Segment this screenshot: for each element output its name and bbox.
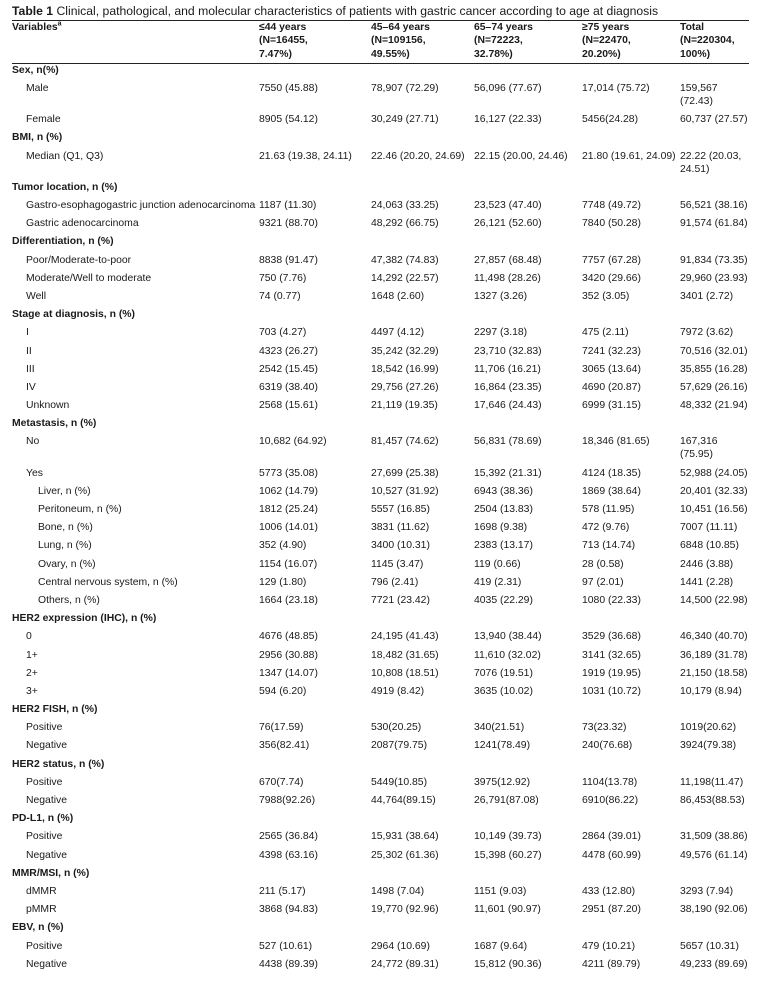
cell-col-1: 1154 (16.07) (259, 558, 318, 570)
cell-col-1: 352 (4.90) (259, 540, 307, 552)
row-label: Negative (26, 849, 68, 861)
row-label: Positive (26, 940, 63, 952)
cell-col-2: 18,542 (16.99) (371, 363, 439, 375)
cell-col-1: 129 (1.80) (259, 576, 307, 588)
section-label: HER2 expression (IHC), n (%) (12, 613, 157, 625)
cell-col-4: 1080 (22.33) (582, 594, 641, 606)
cell-col-3: 11,706 (16.21) (474, 363, 541, 375)
cell-col-4: 475 (2.11) (582, 327, 629, 339)
cell-col-4: 6999 (31.15) (582, 400, 641, 412)
table-row (12, 794, 749, 812)
table-row (12, 576, 749, 594)
cell-col-3: 119 (0.66) (474, 558, 521, 570)
cell-col-5: 2446 (3.88) (680, 558, 734, 570)
cell-col-2: 29,756 (27.26) (371, 381, 439, 393)
cell-col-5: 22.22 (20.03, 24.51) (680, 150, 742, 175)
cell-col-1: 750 (7.76) (259, 272, 307, 284)
table-caption-text: Clinical, pathological, and molecular characteristics of patients with gastric cancer according to age at diagnosis (56, 4, 659, 18)
cell-col-4: 1104(13.78) (582, 776, 638, 788)
cell-col-1: 10,682 (64.92) (259, 436, 327, 448)
section-header-row (12, 812, 749, 830)
cell-col-2: 10,808 (18.51) (371, 667, 439, 679)
cell-col-2: 78,907 (72.29) (371, 83, 439, 95)
cell-col-5: 6848 (10.85) (680, 540, 739, 552)
characteristics-table (12, 21, 749, 976)
cell-col-3: 2297 (3.18) (474, 327, 528, 339)
cell-col-5: 57,629 (26.16) (680, 381, 748, 393)
cell-col-4: 3420 (29.66) (582, 272, 641, 284)
cell-col-4: 73(23.32) (582, 722, 627, 734)
cell-col-4: 17,014 (75.72) (582, 83, 650, 95)
row-label: Well (26, 290, 47, 302)
row-label: Male (26, 83, 49, 95)
cell-col-5: 56,521 (38.16) (680, 200, 748, 212)
cell-col-4: 352 (3.05) (582, 290, 630, 302)
row-label: Positive (26, 831, 63, 843)
cell-col-3: 1151 (9.03) (474, 885, 527, 897)
cell-col-1: 703 (4.27) (259, 327, 307, 339)
row-label: 1+ (26, 649, 38, 661)
section-header-row (12, 235, 749, 253)
cell-col-1: 1347 (14.07) (259, 667, 318, 679)
cell-col-2: 30,249 (27.71) (371, 114, 439, 126)
row-label: 3+ (26, 685, 38, 697)
cell-col-3: 15,392 (21.31) (474, 467, 542, 479)
cell-col-2: 81,457 (74.62) (371, 436, 439, 448)
cell-col-5: 5657 (10.31) (680, 940, 739, 952)
section-header-row (12, 703, 749, 721)
cell-col-4: 578 (11.95) (582, 504, 635, 516)
cell-col-5: 48,332 (21.94) (680, 400, 748, 412)
cell-col-5: 1019(20.62) (680, 722, 737, 734)
cell-col-4: 6910(86.22) (582, 795, 639, 807)
cell-col-3: 1327 (3.26) (474, 290, 528, 302)
cell-col-4: 7241 (32.23) (582, 345, 641, 357)
row-label: Moderate/Well to moderate (26, 272, 152, 284)
row-label: Positive (26, 776, 63, 788)
cell-col-5: 10,451 (16.56) (680, 504, 748, 516)
cell-col-5: 35,855 (16.28) (680, 363, 748, 375)
cell-col-2: 796 (2.41) (371, 576, 419, 588)
cell-col-1: 21.63 (19.38, 24.11) (259, 150, 352, 162)
cell-col-1: 356(82.41) (259, 740, 310, 752)
section-label: Metastasis, n (%) (12, 418, 97, 430)
table-row (12, 776, 749, 794)
cell-col-2: 35,242 (32.29) (371, 345, 439, 357)
header-col-1: ≤44 years (N=16455, 7.47%) (259, 22, 308, 60)
cell-col-2: 530(20.25) (371, 722, 422, 734)
row-label: 0 (26, 631, 32, 643)
table-row (12, 254, 749, 272)
cell-col-1: 2542 (15.45) (259, 363, 318, 375)
cell-col-1: 1664 (23.18) (259, 594, 318, 606)
cell-col-4: 4124 (18.35) (582, 467, 641, 479)
cell-col-5: 10,179 (8.94) (680, 685, 742, 697)
cell-col-4: 5456(24.28) (582, 114, 639, 126)
row-label: Yes (26, 467, 43, 479)
cell-col-5: 49,576 (61.14) (680, 849, 748, 861)
cell-col-2: 22.46 (20.20, 24.69) (371, 150, 465, 162)
row-label: Others, n (%) (38, 594, 100, 606)
cell-col-5: 46,340 (40.70) (680, 631, 748, 643)
section-header-row (12, 131, 749, 149)
table-row (12, 885, 749, 903)
cell-col-2: 25,302 (61.36) (371, 849, 439, 861)
cell-col-4: 21.80 (19.61, 24.09) (582, 150, 676, 162)
cell-col-1: 4323 (26.27) (259, 345, 318, 357)
cell-col-5: 3401 (2.72) (680, 290, 734, 302)
section-label: HER2 FISH, n (%) (12, 704, 98, 716)
section-header-row (12, 64, 749, 82)
cell-col-3: 23,710 (32.83) (474, 345, 542, 357)
header-col-5: Total (N=220304, 100%) (680, 22, 735, 60)
row-label: II (26, 345, 32, 357)
table-caption (12, 3, 749, 19)
cell-col-1: 1812 (25.24) (259, 504, 318, 516)
table-row (12, 739, 749, 757)
table-row (12, 721, 749, 739)
cell-col-5: 91,574 (61.84) (680, 218, 748, 230)
row-label: IV (26, 381, 36, 393)
row-label: Central nervous system, n (%) (38, 576, 178, 588)
section-header-row (12, 612, 749, 630)
header-col-3: 65–74 years (N=72223, 32.78%) (474, 22, 533, 60)
cell-col-2: 27,699 (25.38) (371, 467, 439, 479)
row-label: No (26, 436, 40, 448)
cell-col-3: 10,149 (39.73) (474, 831, 542, 843)
cell-col-1: 2565 (36.84) (259, 831, 318, 843)
row-label: Liver, n (%) (38, 485, 91, 497)
cell-col-2: 2964 (10.69) (371, 940, 430, 952)
section-label: Tumor location, n (%) (12, 181, 118, 193)
row-label: Bone, n (%) (38, 522, 93, 534)
table-row (12, 649, 749, 667)
table-body (12, 64, 749, 976)
cell-col-2: 1498 (7.04) (371, 885, 425, 897)
row-label: III (26, 363, 35, 375)
cell-col-5: 60,737 (27.57) (680, 114, 748, 126)
header-col-2: 45–64 years (N=109156, 49.55%) (371, 22, 430, 60)
cell-col-5: 7007 (11.11) (680, 522, 738, 534)
cell-col-2: 5449(10.85) (371, 776, 428, 788)
table-row (12, 272, 749, 290)
cell-col-3: 11,601 (90.97) (474, 904, 541, 916)
row-label: Median (Q1, Q3) (26, 150, 104, 162)
cell-col-1: 1062 (14.79) (259, 485, 318, 497)
cell-col-1: 8905 (54.12) (259, 114, 318, 126)
cell-col-2: 14,292 (22.57) (371, 272, 439, 284)
cell-col-4: 7748 (49.72) (582, 200, 641, 212)
cell-col-1: 2568 (15.61) (259, 400, 318, 412)
section-header-row (12, 417, 749, 435)
row-label: Poor/Moderate-to-poor (26, 254, 132, 266)
cell-col-1: 670(7.74) (259, 776, 304, 788)
cell-col-3: 3975(12.92) (474, 776, 531, 788)
table-row (12, 685, 749, 703)
row-label: Positive (26, 722, 63, 734)
cell-col-4: 1919 (19.95) (582, 667, 641, 679)
cell-col-3: 26,121 (52.60) (474, 218, 542, 230)
cell-col-5: 91,834 (73.35) (680, 254, 748, 266)
cell-col-3: 2383 (13.17) (474, 540, 533, 552)
cell-col-3: 1687 (9.64) (474, 940, 528, 952)
cell-col-5: 20,401 (32.33) (680, 485, 748, 497)
cell-col-1: 1006 (14.01) (259, 522, 318, 534)
cell-col-4: 472 (9.76) (582, 522, 630, 534)
table-row (12, 150, 749, 181)
cell-col-5: 31,509 (38.86) (680, 831, 748, 843)
table-row (12, 363, 749, 381)
cell-col-5: 29,960 (23.93) (680, 272, 748, 284)
row-label: dMMR (26, 885, 57, 897)
cell-col-2: 19,770 (92.96) (371, 904, 439, 916)
table-row (12, 667, 749, 685)
cell-col-4: 7757 (67.28) (582, 254, 641, 266)
cell-col-3: 6943 (38.36) (474, 485, 533, 497)
cell-col-3: 11,610 (32.02) (474, 649, 541, 661)
cell-col-1: 4676 (48.85) (259, 631, 318, 643)
row-label: Ovary, n (%) (38, 558, 96, 570)
cell-col-5: 11,198(11.47) (680, 776, 744, 788)
cell-col-2: 3831 (11.62) (371, 522, 430, 534)
row-label: pMMR (26, 904, 57, 916)
section-header-row (12, 758, 749, 776)
cell-col-4: 4690 (20.87) (582, 381, 641, 393)
cell-col-4: 2951 (87.20) (582, 904, 641, 916)
cell-col-1: 2956 (30.88) (259, 649, 318, 661)
cell-col-1: 9321 (88.70) (259, 218, 318, 230)
cell-col-5: 49,233 (89.69) (680, 958, 748, 970)
cell-col-3: 17,646 (24.43) (474, 400, 542, 412)
cell-col-3: 15,812 (90.36) (474, 958, 542, 970)
cell-col-4: 4211 (89.79) (582, 958, 641, 970)
cell-col-2: 7721 (23.42) (371, 594, 430, 606)
table-row (12, 958, 749, 976)
cell-col-4: 713 (14.74) (582, 540, 636, 552)
table-row (12, 830, 749, 848)
cell-col-5: 52,988 (24.05) (680, 467, 748, 479)
cell-col-2: 5557 (16.85) (371, 504, 430, 516)
cell-col-3: 56,096 (77.67) (474, 83, 542, 95)
row-label: Unknown (26, 400, 70, 412)
section-label: EBV, n (%) (12, 922, 64, 934)
cell-col-5: 14,500 (22.98) (680, 594, 748, 606)
cell-col-1: 1187 (11.30) (259, 200, 317, 212)
cell-col-3: 16,864 (23.35) (474, 381, 542, 393)
section-header-row (12, 867, 749, 885)
cell-col-4: 479 (10.21) (582, 940, 636, 952)
cell-col-1: 4438 (89.39) (259, 958, 318, 970)
cell-col-5: 1441 (2.28) (680, 576, 734, 588)
cell-col-2: 4919 (8.42) (371, 685, 425, 697)
cell-col-2: 3400 (10.31) (371, 540, 430, 552)
cell-col-1: 594 (6.20) (259, 685, 307, 697)
cell-col-1: 3868 (94.83) (259, 904, 318, 916)
cell-col-1: 211 (5.17) (259, 885, 306, 897)
cell-col-1: 527 (10.61) (259, 940, 313, 952)
table-row (12, 435, 749, 466)
cell-col-2: 1648 (2.60) (371, 290, 425, 302)
table-row (12, 630, 749, 648)
table-row (12, 558, 749, 576)
cell-col-1: 5773 (35.08) (259, 467, 318, 479)
section-header-row (12, 921, 749, 939)
row-label: Gastric adenocarcinoma (26, 218, 139, 230)
cell-col-2: 24,772 (89.31) (371, 958, 439, 970)
table-row (12, 113, 749, 131)
cell-col-4: 97 (2.01) (582, 576, 624, 588)
table-row (12, 326, 749, 344)
cell-col-3: 1698 (9.38) (474, 522, 528, 534)
cell-col-3: 26,791(87.08) (474, 795, 539, 807)
cell-col-5: 3293 (7.94) (680, 885, 734, 897)
table-row (12, 503, 749, 521)
cell-col-5: 36,189 (31.78) (680, 649, 748, 661)
table-row (12, 903, 749, 921)
section-label: PD-L1, n (%) (12, 813, 74, 825)
header-col-4: ≥75 years (N=22470, 20.20%) (582, 22, 631, 60)
cell-col-3: 2504 (13.83) (474, 504, 533, 516)
table-row (12, 82, 749, 113)
cell-col-3: 22.15 (20.00, 24.46) (474, 150, 568, 162)
table-row (12, 849, 749, 867)
section-label: HER2 status, n (%) (12, 758, 105, 770)
row-label: 2+ (26, 667, 38, 679)
section-label: Stage at diagnosis, n (%) (12, 309, 135, 321)
row-label: Gastro-esophagogastric junction adenocarcinoma (26, 200, 256, 212)
cell-col-3: 27,857 (68.48) (474, 254, 542, 266)
cell-col-4: 7840 (50.28) (582, 218, 641, 230)
cell-col-3: 419 (2.31) (474, 576, 522, 588)
cell-col-3: 56,831 (78.69) (474, 436, 542, 448)
cell-col-3: 3635 (10.02) (474, 685, 533, 697)
cell-col-2: 47,382 (74.83) (371, 254, 439, 266)
section-label: Sex, n(%) (12, 64, 59, 76)
section-header-row (12, 181, 749, 199)
cell-col-3: 7076 (19.51) (474, 667, 533, 679)
table-row (12, 485, 749, 503)
cell-col-1: 7988(92.26) (259, 795, 316, 807)
cell-col-2: 48,292 (66.75) (371, 218, 439, 230)
cell-col-2: 15,931 (38.64) (371, 831, 439, 843)
table-row (12, 381, 749, 399)
cell-col-3: 340(21.51) (474, 722, 525, 734)
row-label: Negative (26, 795, 68, 807)
table-row (12, 345, 749, 363)
cell-col-1: 4398 (63.16) (259, 849, 318, 861)
cell-col-5: 159,567 (72.43) (680, 83, 718, 108)
cell-col-4: 1031 (10.72) (582, 685, 641, 697)
table-row (12, 594, 749, 612)
section-header-row (12, 308, 749, 326)
cell-col-1: 7550 (45.88) (259, 83, 318, 95)
section-label: Differentiation, n (%) (12, 236, 114, 248)
cell-col-1: 74 (0.77) (259, 290, 301, 302)
row-label: Peritoneum, n (%) (38, 504, 122, 516)
table-row (12, 539, 749, 557)
cell-col-4: 28 (0.58) (582, 558, 624, 570)
cell-col-2: 24,063 (33.25) (371, 200, 439, 212)
table-row (12, 290, 749, 308)
cell-col-2: 21,119 (19.35) (371, 400, 438, 412)
cell-col-5: 86,453(88.53) (680, 795, 745, 807)
cell-col-2: 24,195 (41.43) (371, 631, 439, 643)
cell-col-1: 6319 (38.40) (259, 381, 318, 393)
table-caption-label: Table 1 (12, 4, 54, 18)
cell-col-3: 1241(78.49) (474, 740, 531, 752)
cell-col-5: 38,190 (92.06) (680, 904, 748, 916)
cell-col-3: 4035 (22.29) (474, 594, 533, 606)
section-label: MMR/MSI, n (%) (12, 867, 90, 879)
cell-col-4: 4478 (60.99) (582, 849, 641, 861)
table-row (12, 521, 749, 539)
cell-col-4: 3141 (32.65) (582, 649, 641, 661)
cell-col-4: 1869 (38.64) (582, 485, 641, 497)
cell-col-2: 4497 (4.12) (371, 327, 425, 339)
cell-col-1: 8838 (91.47) (259, 254, 318, 266)
table-row (12, 217, 749, 235)
row-label: Lung, n (%) (38, 540, 92, 552)
cell-col-5: 7972 (3.62) (680, 327, 734, 339)
row-label: Negative (26, 958, 68, 970)
cell-col-4: 3065 (13.64) (582, 363, 641, 375)
cell-col-4: 18,346 (81.65) (582, 436, 650, 448)
cell-col-3: 15,398 (60.27) (474, 849, 542, 861)
cell-col-4: 2864 (39.01) (582, 831, 641, 843)
cell-col-3: 23,523 (47.40) (474, 200, 542, 212)
table-row (12, 467, 749, 485)
cell-col-4: 3529 (36.68) (582, 631, 641, 643)
cell-col-5: 21,150 (18.58) (680, 667, 748, 679)
cell-col-3: 11,498 (28.26) (474, 272, 541, 284)
cell-col-2: 18,482 (31.65) (371, 649, 439, 661)
cell-col-2: 44,764(89.15) (371, 795, 436, 807)
cell-col-5: 3924(79.38) (680, 740, 737, 752)
cell-col-5: 70,516 (32.01) (680, 345, 748, 357)
cell-col-5: 167,316 (75.95) (680, 436, 718, 461)
cell-col-3: 13,940 (38.44) (474, 631, 542, 643)
cell-col-4: 433 (12.80) (582, 885, 636, 897)
table-row (12, 199, 749, 217)
row-label: Negative (26, 740, 68, 752)
cell-col-4: 240(76.68) (582, 740, 633, 752)
table-row (12, 399, 749, 417)
cell-col-2: 10,527 (31.92) (371, 485, 439, 497)
cell-col-2: 2087(79.75) (371, 740, 428, 752)
row-label: Female (26, 114, 61, 126)
header-variables: Variables$^a$ (12, 20, 62, 33)
cell-col-1: 76(17.59) (259, 722, 304, 734)
row-label: I (26, 327, 29, 339)
cell-col-3: 16,127 (22.33) (474, 114, 542, 126)
cell-col-2: 1145 (3.47) (371, 558, 424, 570)
table-header-row (12, 21, 749, 61)
section-label: BMI, n (%) (12, 132, 63, 144)
table-header (12, 21, 749, 64)
table-row (12, 940, 749, 958)
